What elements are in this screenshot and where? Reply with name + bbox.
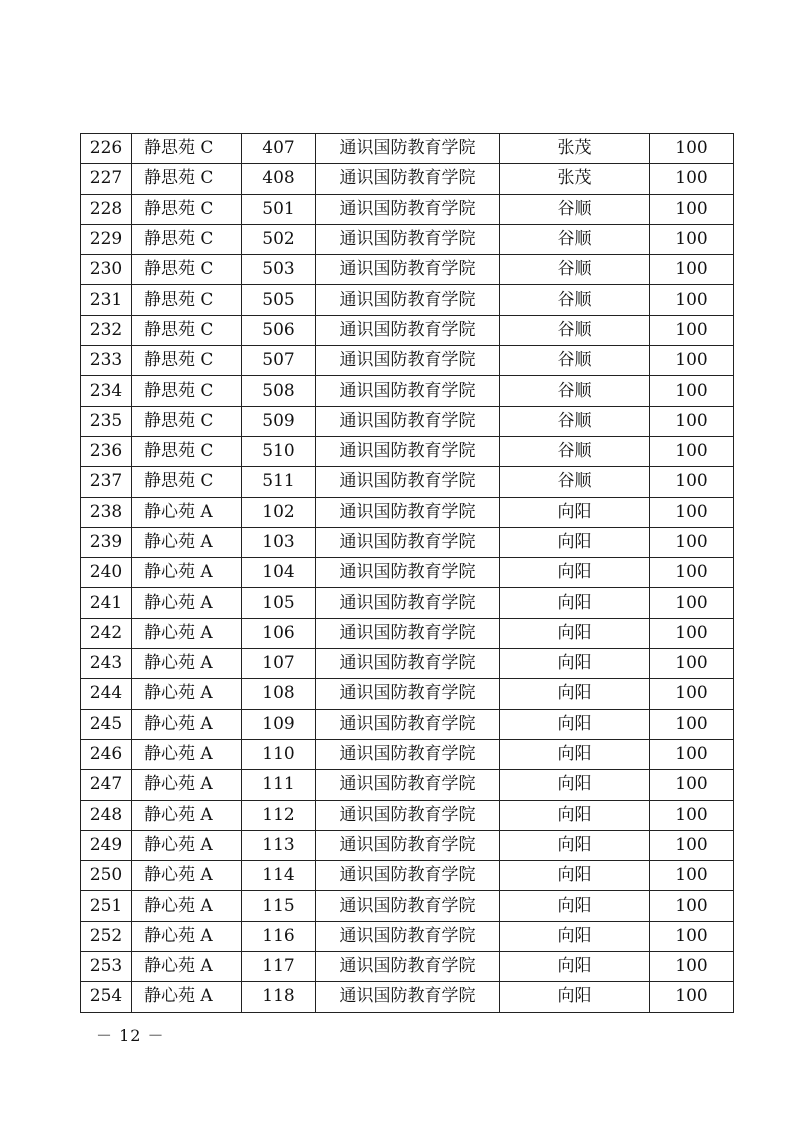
room-number-cell: 105 (242, 588, 316, 618)
building-cell: 静心苑 A (132, 649, 242, 679)
responsible-person-cell: 向阳 (500, 830, 650, 860)
college-cell: 通识国防教育学院 (316, 134, 500, 164)
building-cell: 静思苑 C (132, 346, 242, 376)
responsible-person-cell: 谷顺 (500, 376, 650, 406)
row-number-cell: 235 (81, 406, 132, 436)
room-number-cell: 104 (242, 558, 316, 588)
room-number-cell: 408 (242, 164, 316, 194)
college-cell: 通识国防教育学院 (316, 770, 500, 800)
count-cell: 100 (650, 830, 734, 860)
building-cell: 静心苑 A (132, 709, 242, 739)
building-cell: 静心苑 A (132, 921, 242, 951)
table-row (81, 497, 734, 527)
responsible-person-cell: 谷顺 (500, 406, 650, 436)
responsible-person-cell: 向阳 (500, 861, 650, 891)
count-cell: 100 (650, 194, 734, 224)
room-number-cell: 107 (242, 649, 316, 679)
building-cell: 静思苑 C (132, 255, 242, 285)
building-cell: 静思苑 C (132, 164, 242, 194)
responsible-person-cell: 向阳 (500, 618, 650, 648)
room-number-cell: 511 (242, 467, 316, 497)
row-number-cell: 253 (81, 952, 132, 982)
dormitory-allocation-table (80, 133, 734, 1013)
college-cell: 通识国防教育学院 (316, 891, 500, 921)
count-cell: 100 (650, 800, 734, 830)
row-number-cell: 251 (81, 891, 132, 921)
table-row (81, 346, 734, 376)
college-cell: 通识国防教育学院 (316, 406, 500, 436)
responsible-person-cell: 谷顺 (500, 255, 650, 285)
count-cell: 100 (650, 255, 734, 285)
building-cell: 静心苑 A (132, 770, 242, 800)
building-cell: 静心苑 A (132, 982, 242, 1012)
count-cell: 100 (650, 649, 734, 679)
table-row (81, 376, 734, 406)
responsible-person-cell: 向阳 (500, 558, 650, 588)
table-row (81, 134, 734, 164)
room-number-cell: 113 (242, 830, 316, 860)
responsible-person-cell: 谷顺 (500, 285, 650, 315)
count-cell: 100 (650, 982, 734, 1012)
table-row (81, 527, 734, 557)
college-cell: 通识国防教育学院 (316, 346, 500, 376)
room-number-cell: 507 (242, 346, 316, 376)
college-cell: 通识国防教育学院 (316, 618, 500, 648)
row-number-cell: 231 (81, 285, 132, 315)
college-cell: 通识国防教育学院 (316, 861, 500, 891)
count-cell: 100 (650, 376, 734, 406)
college-cell: 通识国防教育学院 (316, 376, 500, 406)
table-row (81, 467, 734, 497)
building-cell: 静思苑 C (132, 134, 242, 164)
count-cell: 100 (650, 588, 734, 618)
table-row (81, 164, 734, 194)
row-number-cell: 228 (81, 194, 132, 224)
count-cell: 100 (650, 497, 734, 527)
responsible-person-cell: 谷顺 (500, 194, 650, 224)
building-cell: 静思苑 C (132, 315, 242, 345)
row-number-cell: 246 (81, 739, 132, 769)
count-cell: 100 (650, 224, 734, 254)
table-row (81, 194, 734, 224)
room-number-cell: 115 (242, 891, 316, 921)
count-cell: 100 (650, 770, 734, 800)
count-cell: 100 (650, 164, 734, 194)
responsible-person-cell: 向阳 (500, 982, 650, 1012)
responsible-person-cell: 向阳 (500, 921, 650, 951)
college-cell: 通识国防教育学院 (316, 952, 500, 982)
row-number-cell: 232 (81, 315, 132, 345)
building-cell: 静心苑 A (132, 800, 242, 830)
row-number-cell: 237 (81, 467, 132, 497)
count-cell: 100 (650, 861, 734, 891)
room-number-cell: 503 (242, 255, 316, 285)
building-cell: 静思苑 C (132, 285, 242, 315)
row-number-cell: 242 (81, 618, 132, 648)
row-number-cell: 240 (81, 558, 132, 588)
responsible-person-cell: 谷顺 (500, 436, 650, 466)
college-cell: 通识国防教育学院 (316, 921, 500, 951)
room-number-cell: 108 (242, 679, 316, 709)
building-cell: 静心苑 A (132, 861, 242, 891)
responsible-person-cell: 张茂 (500, 134, 650, 164)
room-number-cell: 103 (242, 527, 316, 557)
college-cell: 通识国防教育学院 (316, 649, 500, 679)
table-row (81, 649, 734, 679)
college-cell: 通识国防教育学院 (316, 679, 500, 709)
table-row (81, 224, 734, 254)
count-cell: 100 (650, 436, 734, 466)
table-row (81, 588, 734, 618)
table-row (81, 315, 734, 345)
college-cell: 通识国防教育学院 (316, 224, 500, 254)
college-cell: 通识国防教育学院 (316, 497, 500, 527)
room-number-cell: 505 (242, 285, 316, 315)
count-cell: 100 (650, 315, 734, 345)
room-number-cell: 106 (242, 618, 316, 648)
count-cell: 100 (650, 134, 734, 164)
row-number-cell: 247 (81, 770, 132, 800)
room-number-cell: 114 (242, 861, 316, 891)
room-number-cell: 116 (242, 921, 316, 951)
college-cell: 通识国防教育学院 (316, 830, 500, 860)
room-number-cell: 109 (242, 709, 316, 739)
count-cell: 100 (650, 558, 734, 588)
building-cell: 静心苑 A (132, 618, 242, 648)
building-cell: 静心苑 A (132, 527, 242, 557)
responsible-person-cell: 谷顺 (500, 346, 650, 376)
room-number-cell: 506 (242, 315, 316, 345)
count-cell: 100 (650, 679, 734, 709)
building-cell: 静心苑 A (132, 891, 242, 921)
row-number-cell: 254 (81, 982, 132, 1012)
college-cell: 通识国防教育学院 (316, 194, 500, 224)
responsible-person-cell: 谷顺 (500, 224, 650, 254)
college-cell: 通识国防教育学院 (316, 588, 500, 618)
table-row (81, 861, 734, 891)
college-cell: 通识国防教育学院 (316, 800, 500, 830)
college-cell: 通识国防教育学院 (316, 558, 500, 588)
building-cell: 静心苑 A (132, 588, 242, 618)
building-cell: 静心苑 A (132, 558, 242, 588)
building-cell: 静思苑 C (132, 194, 242, 224)
building-cell: 静思苑 C (132, 376, 242, 406)
table-row (81, 679, 734, 709)
row-number-cell: 241 (81, 588, 132, 618)
table-body (81, 134, 734, 1013)
row-number-cell: 249 (81, 830, 132, 860)
responsible-person-cell: 向阳 (500, 952, 650, 982)
table-row (81, 255, 734, 285)
college-cell: 通识国防教育学院 (316, 436, 500, 466)
room-number-cell: 111 (242, 770, 316, 800)
building-cell: 静心苑 A (132, 679, 242, 709)
table-row (81, 770, 734, 800)
building-cell: 静心苑 A (132, 497, 242, 527)
responsible-person-cell: 向阳 (500, 739, 650, 769)
row-number-cell: 243 (81, 649, 132, 679)
college-cell: 通识国防教育学院 (316, 739, 500, 769)
row-number-cell: 226 (81, 134, 132, 164)
room-number-cell: 502 (242, 224, 316, 254)
row-number-cell: 230 (81, 255, 132, 285)
table-row (81, 800, 734, 830)
table-row (81, 739, 734, 769)
college-cell: 通识国防教育学院 (316, 315, 500, 345)
row-number-cell: 229 (81, 224, 132, 254)
count-cell: 100 (650, 921, 734, 951)
responsible-person-cell: 向阳 (500, 770, 650, 800)
row-number-cell: 244 (81, 679, 132, 709)
row-number-cell: 245 (81, 709, 132, 739)
table-row (81, 952, 734, 982)
building-cell: 静思苑 C (132, 436, 242, 466)
row-number-cell: 252 (81, 921, 132, 951)
building-cell: 静思苑 C (132, 224, 242, 254)
row-number-cell: 250 (81, 861, 132, 891)
responsible-person-cell: 向阳 (500, 588, 650, 618)
count-cell: 100 (650, 406, 734, 436)
count-cell: 100 (650, 891, 734, 921)
room-number-cell: 501 (242, 194, 316, 224)
college-cell: 通识国防教育学院 (316, 285, 500, 315)
building-cell: 静心苑 A (132, 952, 242, 982)
college-cell: 通识国防教育学院 (316, 709, 500, 739)
room-number-cell: 509 (242, 406, 316, 436)
table-row (81, 830, 734, 860)
table-row (81, 618, 734, 648)
table-row (81, 709, 734, 739)
building-cell: 静心苑 A (132, 830, 242, 860)
table-row (81, 285, 734, 315)
room-number-cell: 117 (242, 952, 316, 982)
row-number-cell: 233 (81, 346, 132, 376)
college-cell: 通识国防教育学院 (316, 255, 500, 285)
responsible-person-cell: 谷顺 (500, 315, 650, 345)
row-number-cell: 227 (81, 164, 132, 194)
college-cell: 通识国防教育学院 (316, 467, 500, 497)
table-row (81, 436, 734, 466)
room-number-cell: 407 (242, 134, 316, 164)
count-cell: 100 (650, 739, 734, 769)
row-number-cell: 239 (81, 527, 132, 557)
room-number-cell: 118 (242, 982, 316, 1012)
room-number-cell: 102 (242, 497, 316, 527)
responsible-person-cell: 谷顺 (500, 467, 650, 497)
count-cell: 100 (650, 467, 734, 497)
responsible-person-cell: 向阳 (500, 709, 650, 739)
responsible-person-cell: 向阳 (500, 527, 650, 557)
responsible-person-cell: 向阳 (500, 497, 650, 527)
table-row (81, 982, 734, 1012)
building-cell: 静心苑 A (132, 739, 242, 769)
room-number-cell: 510 (242, 436, 316, 466)
count-cell: 100 (650, 618, 734, 648)
table-row (81, 406, 734, 436)
responsible-person-cell: 向阳 (500, 649, 650, 679)
college-cell: 通识国防教育学院 (316, 982, 500, 1012)
room-number-cell: 110 (242, 739, 316, 769)
college-cell: 通识国防教育学院 (316, 164, 500, 194)
responsible-person-cell: 向阳 (500, 800, 650, 830)
responsible-person-cell: 向阳 (500, 891, 650, 921)
row-number-cell: 234 (81, 376, 132, 406)
responsible-person-cell: 向阳 (500, 679, 650, 709)
count-cell: 100 (650, 285, 734, 315)
building-cell: 静思苑 C (132, 467, 242, 497)
count-cell: 100 (650, 709, 734, 739)
college-cell: 通识国防教育学院 (316, 527, 500, 557)
row-number-cell: 238 (81, 497, 132, 527)
count-cell: 100 (650, 346, 734, 376)
building-cell: 静思苑 C (132, 406, 242, 436)
table-row (81, 891, 734, 921)
count-cell: 100 (650, 527, 734, 557)
row-number-cell: 248 (81, 800, 132, 830)
count-cell: 100 (650, 952, 734, 982)
table-row (81, 921, 734, 951)
room-number-cell: 508 (242, 376, 316, 406)
responsible-person-cell: 张茂 (500, 164, 650, 194)
row-number-cell: 236 (81, 436, 132, 466)
table-row (81, 558, 734, 588)
page-number: － 12 － (96, 1026, 165, 1045)
room-number-cell: 112 (242, 800, 316, 830)
